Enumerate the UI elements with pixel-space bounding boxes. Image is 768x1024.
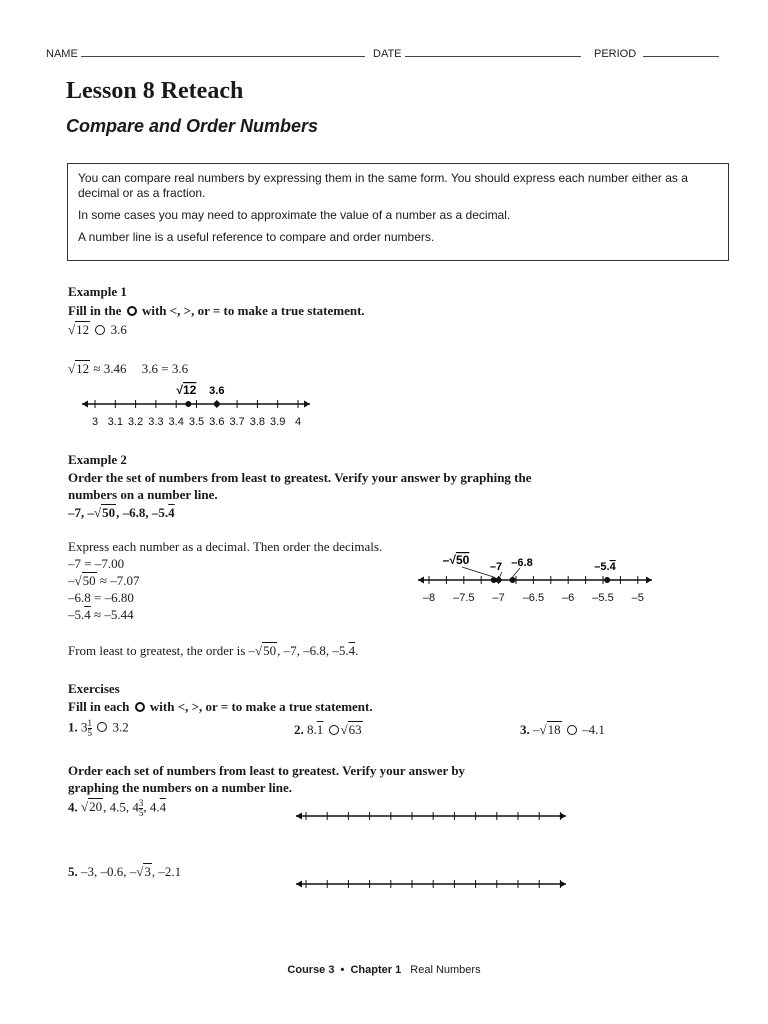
exercise-4-number-line[interactable] bbox=[294, 808, 570, 824]
tick-label: –7 bbox=[492, 592, 505, 604]
number-line-axis bbox=[418, 576, 652, 604]
tick-label: 3.2 bbox=[127, 416, 144, 428]
sqrt-symbol: √20 bbox=[81, 799, 103, 815]
example2-express: Express each number as a decimal. Then order the decimals. bbox=[68, 539, 383, 554]
point-label-3-6: 3.6 bbox=[209, 385, 225, 397]
arrow-right-icon bbox=[304, 401, 310, 408]
example1-instruction: Fill in the with <, >, or = to make a true statement. bbox=[68, 303, 365, 318]
tick-label: –6 bbox=[562, 592, 575, 604]
tick-label: 3.8 bbox=[249, 416, 266, 428]
arrow-right-icon bbox=[646, 577, 652, 584]
page-title: Lesson 8 Reteach bbox=[66, 78, 244, 104]
order-instruction-1: Order each set of numbers from least to greatest. Verify your answer by bbox=[68, 763, 466, 778]
date-blank[interactable] bbox=[405, 46, 581, 57]
arrow-left-icon bbox=[82, 401, 88, 408]
point-label-sqrt12: √12 bbox=[176, 383, 197, 397]
sqrt-symbol: √50 bbox=[255, 643, 277, 658]
period-field[interactable]: PERIOD bbox=[594, 46, 719, 60]
sqrt-symbol: √12 bbox=[68, 361, 90, 376]
sqrt-symbol: √3 bbox=[136, 864, 151, 879]
sqrt-symbol: √63 bbox=[340, 722, 362, 737]
answer-circle[interactable] bbox=[97, 722, 107, 732]
point-neg5-4 bbox=[604, 577, 610, 583]
sqrt-symbol: √18 bbox=[539, 722, 561, 737]
example2-heading: Example 2 bbox=[68, 452, 127, 467]
arrow-left-icon bbox=[418, 577, 424, 584]
example2-result: From least to greatest, the order is –√50, –7, –6.8, –5.4. bbox=[68, 643, 359, 658]
tick-label: –7.5 bbox=[453, 592, 475, 604]
order-instruction-2: graphing the numbers on a number line. bbox=[68, 780, 293, 795]
fraction: $\frac{1}{5}$ bbox=[87, 718, 92, 738]
tick-label: 3.3 bbox=[148, 416, 164, 428]
point-label-neg-sqrt50: –√50 bbox=[442, 553, 470, 567]
exercise-1: 1. 3 $\frac{1}{5}$ 3.2 bbox=[68, 718, 129, 738]
exercise-5-number-line[interactable] bbox=[294, 876, 570, 892]
point-label-neg6-8: –6.8 bbox=[511, 557, 533, 569]
example2-line-2: –√50 ≈ –7.07 bbox=[68, 573, 140, 588]
page-footer: Course 3 • Chapter 1 Real Numbers bbox=[287, 964, 481, 976]
point-3-6 bbox=[214, 401, 220, 407]
tick-label: 3.1 bbox=[107, 416, 123, 428]
sqrt-symbol: √50 bbox=[94, 505, 116, 520]
page-subtitle: Compare and Order Numbers bbox=[66, 116, 319, 136]
answer-circle[interactable] bbox=[329, 725, 339, 735]
blank-number-line[interactable] bbox=[296, 880, 566, 888]
intro-paragraph: You can compare real numbers by expressing them in the same form. You should express each number either as a decimal or as a fraction. bbox=[78, 171, 688, 200]
exercise-4: 4. √20, 4.5, 4 $\frac{3}{5}$ , 4.4 bbox=[68, 798, 167, 818]
arrow-right-icon bbox=[560, 813, 566, 820]
exercises-heading: Exercises bbox=[68, 681, 120, 696]
tick-label: 3.7 bbox=[229, 416, 245, 428]
sqrt-symbol: √12 bbox=[68, 322, 90, 337]
tick-label: 3.4 bbox=[168, 416, 184, 428]
point-label-neg5-4: –5.4 bbox=[594, 561, 616, 573]
example2-line-4: –5.4 ≈ –5.44 bbox=[68, 607, 134, 622]
exercise-3: 3. –√18 –4.1 bbox=[520, 722, 605, 737]
tick-label: –6.5 bbox=[522, 592, 545, 604]
example2-set: –7, –√50, –6.8, –5.4 bbox=[68, 505, 175, 520]
fraction: $\frac{3}{5}$ bbox=[138, 798, 144, 818]
tick-label: 4 bbox=[294, 416, 302, 428]
answer-circle[interactable] bbox=[95, 325, 105, 335]
intro-box bbox=[67, 163, 729, 261]
point-neg6-8 bbox=[510, 577, 516, 583]
date-field[interactable]: DATE bbox=[373, 46, 581, 60]
point-label-neg7: –7 bbox=[489, 561, 503, 573]
point-labels bbox=[443, 553, 617, 573]
tick-label: –5.5 bbox=[592, 592, 614, 604]
point-neg7 bbox=[496, 577, 502, 583]
leader-line bbox=[513, 568, 520, 577]
point-sqrt12 bbox=[185, 401, 191, 407]
example1-heading: Example 1 bbox=[68, 284, 127, 299]
tick-label: –5 bbox=[631, 592, 644, 604]
exercise-2: 2. 8.1 √63 bbox=[294, 722, 362, 737]
tick-label: –8 bbox=[422, 592, 436, 604]
answer-circle[interactable] bbox=[567, 725, 577, 735]
exercise-5: 5. –3, –0.6, –√3, –2.1 bbox=[68, 864, 182, 879]
circle-icon bbox=[127, 306, 137, 316]
tick-label: 3.6 bbox=[209, 416, 225, 428]
arrow-left-icon bbox=[296, 881, 302, 888]
tick-label: 3.9 bbox=[270, 416, 286, 428]
example1-number-line bbox=[78, 378, 318, 430]
period-blank[interactable] bbox=[643, 46, 719, 57]
name-field[interactable]: NAME bbox=[46, 46, 365, 60]
example2-instruction-1: Order the set of numbers from least to greatest. Verify your answer by graphing the bbox=[68, 470, 532, 485]
tick-label: 3.5 bbox=[188, 416, 205, 428]
example1-problem: √12 3.6 bbox=[68, 322, 127, 337]
exercises-instruction: Fill in each with <, >, or = to make a true statement. bbox=[68, 699, 373, 714]
arrow-right-icon bbox=[560, 881, 566, 888]
number-line-axis bbox=[82, 400, 310, 428]
intro-paragraph: A number line is a useful reference to compare and order numbers. bbox=[78, 230, 435, 244]
blank-number-line[interactable] bbox=[296, 812, 566, 820]
arrow-left-icon bbox=[296, 813, 302, 820]
example2-instruction-2: numbers on a number line. bbox=[68, 487, 218, 502]
example2-line-1: –7 = –7.00 bbox=[68, 556, 125, 571]
example2-number-line bbox=[412, 550, 662, 612]
name-blank[interactable] bbox=[81, 46, 365, 57]
example1-work: √12 ≈ 3.46 3.6 = 3.6 bbox=[68, 361, 189, 376]
intro-paragraph: In some cases you may need to approximate the value of a number as a decimal. bbox=[78, 208, 511, 222]
circle-icon bbox=[135, 702, 145, 712]
tick-label: 3 bbox=[91, 416, 99, 428]
sqrt-symbol: √50 bbox=[74, 573, 96, 588]
example2-line-3: –6.8 = –6.80 bbox=[68, 590, 134, 605]
